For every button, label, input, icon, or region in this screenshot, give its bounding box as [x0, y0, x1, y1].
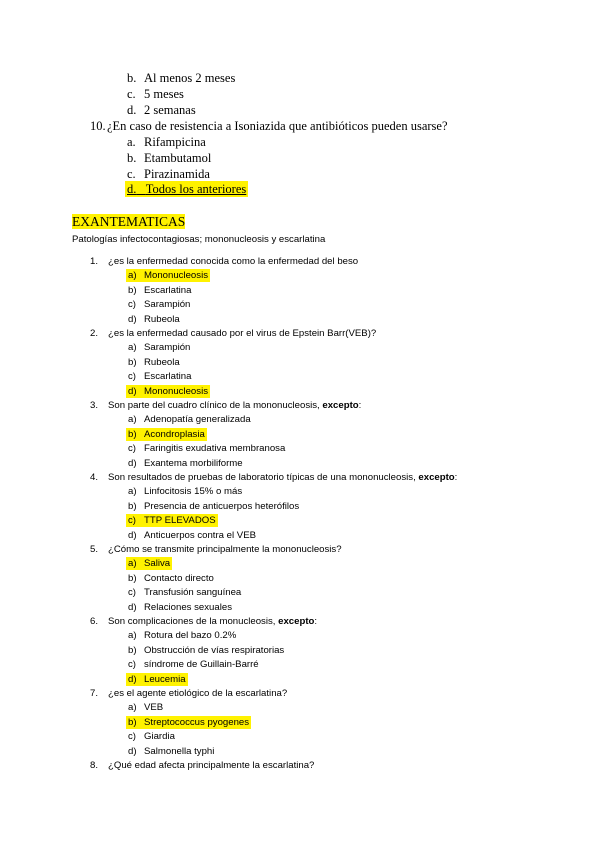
question-text: ¿Cómo se transmite principalmente la mononucleosis? [108, 544, 342, 555]
question-3 [90, 400, 362, 411]
question-number: 2. [90, 328, 99, 339]
option-text: a) Adenopatía generalizada [128, 414, 251, 426]
option-text: d) Relaciones sexuales [128, 601, 232, 613]
q10-option-c: c. Pirazinamida [127, 167, 210, 181]
answer-highlight: a) Saliva [128, 558, 171, 570]
question-text: Son complicaciones de la monucleosis, excepto: [108, 616, 318, 627]
question-number: 1. [90, 256, 99, 267]
option-text: d) Rubeola [128, 313, 180, 325]
option-1-d [126, 315, 182, 325]
option-5-b [126, 574, 216, 584]
option-3-d [126, 459, 245, 469]
option-text: b) Presencia de anticuerpos heterófilos [128, 500, 300, 512]
option-7-d [126, 747, 216, 757]
answer-highlight: d) Leucemia [128, 673, 186, 685]
answer-highlight: b) Acondroplasia [128, 428, 205, 440]
answer-highlight: d) Mononucleosis [128, 385, 208, 397]
question-1 [90, 256, 359, 267]
option-7-c [126, 732, 177, 742]
question-text: Son parte del cuadro clínico de la mononucleosis, excepto: [108, 400, 362, 411]
option-7-a [126, 703, 165, 713]
q10-option-d [125, 183, 248, 196]
answer-highlight: c) TTP ELEVADOS [128, 515, 216, 527]
option-6-c [126, 660, 261, 670]
option-text: b) Obstrucción de vías respiratorias [128, 644, 285, 656]
option-text: d) Exantema morbiliforme [128, 457, 243, 469]
option-2-c [126, 372, 193, 382]
option-text: b) Rubeola [128, 356, 180, 368]
question-6 [90, 616, 318, 627]
option-text: a) Sarampión [128, 342, 191, 354]
question-text: ¿es la enfermedad conocida como la enfermedad del beso [108, 256, 359, 267]
answer-highlight: a) Mononucleosis [128, 270, 208, 282]
question-text: ¿Qué edad afecta principalmente la escarlatina? [108, 760, 315, 771]
prev-option-c: c. 5 meses [127, 87, 184, 101]
option-text: c) Sarampión [128, 299, 191, 311]
answer-highlight: b) Streptococcus pyogenes [128, 716, 250, 728]
option-2-a [126, 343, 192, 353]
question-number: 8. [90, 760, 99, 771]
option-3-c [126, 444, 287, 454]
question-4 [90, 472, 458, 483]
option-1-a [126, 271, 210, 281]
q10-answer-highlight: d. Todos los anteriores [127, 182, 247, 196]
option-5-c [126, 588, 243, 598]
option-2-b [126, 358, 182, 368]
option-4-a [126, 487, 244, 497]
question-text: Son resultados de pruebas de laboratorio típicas de una mononucleosis, excepto: [108, 472, 458, 483]
question-10: 10. ¿En caso de resistencia a Isoniazida que antibióticos pueden usarse? [90, 119, 448, 133]
question-text: ¿es el agente etiológico de la escarlatina? [108, 688, 288, 699]
option-3-a [126, 415, 253, 425]
question-number: 3. [90, 400, 99, 411]
question-7 [90, 688, 288, 699]
option-text: a) VEB [128, 702, 164, 714]
option-1-b [126, 286, 193, 296]
question-number: 6. [90, 616, 99, 627]
question-number: 5. [90, 544, 99, 555]
option-2-d [126, 387, 210, 397]
option-6-a [126, 631, 238, 641]
section-subtitle: Patologías infectocontagiosas; mononucleosis y escarlatina [72, 234, 326, 245]
question-text: ¿es la enfermedad causado por el virus de Epstein Barr(VEB)? [108, 328, 377, 339]
option-4-d [126, 531, 258, 541]
option-text: b) Escarlatina [128, 284, 192, 296]
prev-option-b: b. Al menos 2 meses [127, 71, 236, 85]
prev-option-d: d. 2 semanas [127, 103, 196, 117]
question-5 [90, 544, 342, 555]
option-text: a) Linfocitosis 15% o más [128, 486, 243, 498]
q10-option-a: a. Rifampicina [127, 135, 206, 149]
option-text: a) Rotura del bazo 0.2% [128, 630, 237, 642]
option-3-b [126, 430, 207, 440]
option-4-c [126, 516, 218, 526]
option-text: c) Escarlatina [128, 371, 192, 383]
option-text: c) Transfusión sanguínea [128, 587, 242, 599]
option-5-d [126, 603, 234, 613]
question-2 [90, 328, 377, 339]
option-text: c) Giardia [128, 731, 175, 743]
option-text: d) Salmonella typhi [128, 745, 215, 757]
option-1-c [126, 300, 192, 310]
question-number: 7. [90, 688, 99, 699]
option-text: c) Faringitis exudativa membranosa [128, 443, 286, 455]
section-title: EXANTEMATICAS [72, 214, 186, 229]
option-6-d [126, 675, 188, 685]
option-text: d) Anticuerpos contra el VEB [128, 529, 256, 541]
option-5-a [126, 559, 172, 569]
option-4-b [126, 502, 301, 512]
option-text: c) síndrome de Guillain-Barré [128, 659, 259, 671]
question-8 [90, 760, 315, 771]
option-text: b) Contacto directo [128, 572, 214, 584]
option-6-b [126, 646, 286, 656]
q10-option-b: b. Etambutamol [127, 151, 212, 165]
option-7-b [126, 718, 251, 728]
question-number: 4. [90, 472, 99, 483]
